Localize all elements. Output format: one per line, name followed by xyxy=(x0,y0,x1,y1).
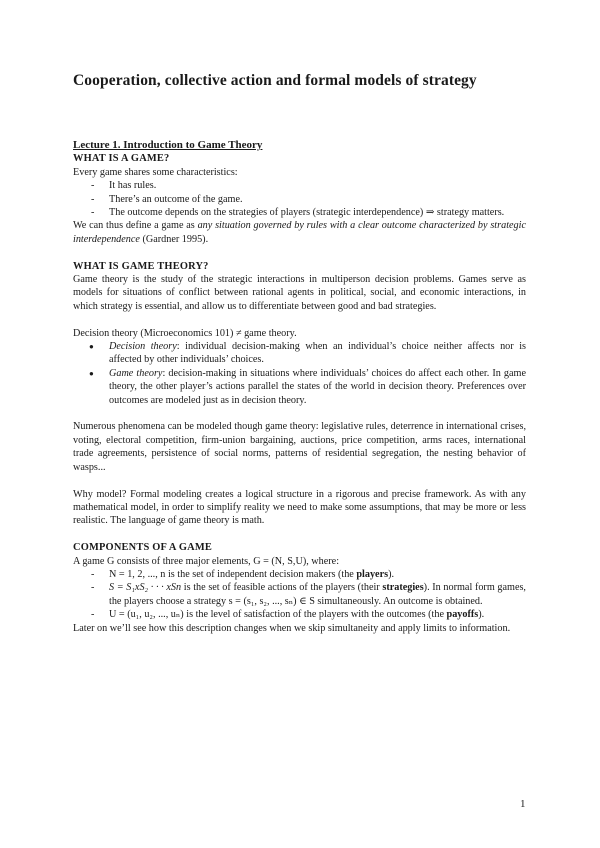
components-closing: Later on we’ll see how this description changes when we skip simultaneity and apply limits to information. xyxy=(73,622,511,634)
list-item: - U = (u₁, u₂, ..., uₙ) is the level of satisfaction of the players with the outcomes (the payoffs). xyxy=(91,609,485,621)
document-title: Cooperation, collective action and formal models of strategy xyxy=(73,72,477,89)
game-intro: Every game shares some characteristics: xyxy=(73,166,238,178)
theory-paragraph-2: Decision theory (Microeconomics 101) ≠ game theory. xyxy=(73,327,297,339)
heading-components-of-a-game: COMPONENTS OF A GAME xyxy=(73,542,212,554)
list-item: - There’s an outcome of the game. xyxy=(91,193,243,205)
list-item: - S = S₁xS₂ · · · xSn is the set of feasible actions of the players (their strategies). In normal form games, the players choose a strategy s = (s₁, s₂, ..., sₙ) ∈ S simultaneously. An outcome is obtained. xyxy=(91,582,526,607)
list-item: ● Decision theory: individual decision-making when an individual’s choice neither affects nor is affected by other individuals’ choices. xyxy=(89,341,526,366)
bullet-icon: ● xyxy=(89,368,94,378)
theory-paragraph-4: Why model? Formal modeling creates a logical structure in a rigorous and precise framework. As with any mathematical model, in order to simplify reality we need to make some assumptions, that may be more or less realistic. The language of game theory is math. xyxy=(73,488,526,527)
game-definition-italic: any situation governed by rules with a clear outcome characterized by strategic interdependence xyxy=(73,220,526,245)
list-item: - It has rules. xyxy=(91,180,157,192)
dash-mark: - xyxy=(91,582,95,594)
list-item: - The outcome depends on the strategies of players (strategic interdependence) ⇒ strategy matters. xyxy=(91,207,505,219)
list-item: ● Game theory: decision-making in situations where individuals’ choices do affect each other. In game theory, the other player’s actions parallel the states of the world in decision theory. Preferences over outcomes are modeled just as in decision theory. xyxy=(89,367,526,406)
strategy-formula: S = S₁xS₂ · · · xSn xyxy=(109,582,182,594)
dash-mark: - xyxy=(91,568,95,580)
dash-mark: - xyxy=(91,207,95,219)
dash-mark: - xyxy=(91,609,95,621)
dash-mark: - xyxy=(91,193,95,205)
dash-mark: - xyxy=(91,180,95,192)
lecture-title: Lecture 1. Introduction to Game Theory xyxy=(73,139,263,151)
document-body xyxy=(73,139,526,635)
list-item: - N = 1, 2, ..., n is the set of independent decision makers (the players). xyxy=(91,568,395,580)
game-characteristics-list xyxy=(73,179,526,219)
heading-what-is-a-game: WHAT IS A GAME? xyxy=(73,153,170,165)
theory-paragraph-1: Game theory is the study of the strategic interactions in multiperson decision problems. Games serve as models for situations of conflict between rational agents in political, social, and economic interactions, in which strategy is essential, and allow us to differentiate between good and bad strategies. xyxy=(73,274,526,312)
heading-what-is-game-theory: WHAT IS GAME THEORY? xyxy=(73,260,209,272)
theory-bullet-list xyxy=(73,340,526,407)
bullet-icon: ● xyxy=(89,342,94,352)
components-list xyxy=(73,568,526,622)
components-intro: A game G consists of three major elements, G = (N, S,U), where: xyxy=(73,555,340,567)
page-number: 1 xyxy=(520,798,526,810)
theory-paragraph-3: Numerous phenomena can be modeled though game theory: legislative rules, deterrence in international crises, voting, electoral competition, firm-union bargaining, auctions, price competition, arms races, international trade agreements, persistence of social norms, patterns of residential segregation, the nesting behavior of wasps... xyxy=(73,421,526,473)
game-definition: We can thus define a game as any situation governed by rules with a clear outcome characterized by strategic interdependence (Gardner 1995). xyxy=(73,220,526,245)
